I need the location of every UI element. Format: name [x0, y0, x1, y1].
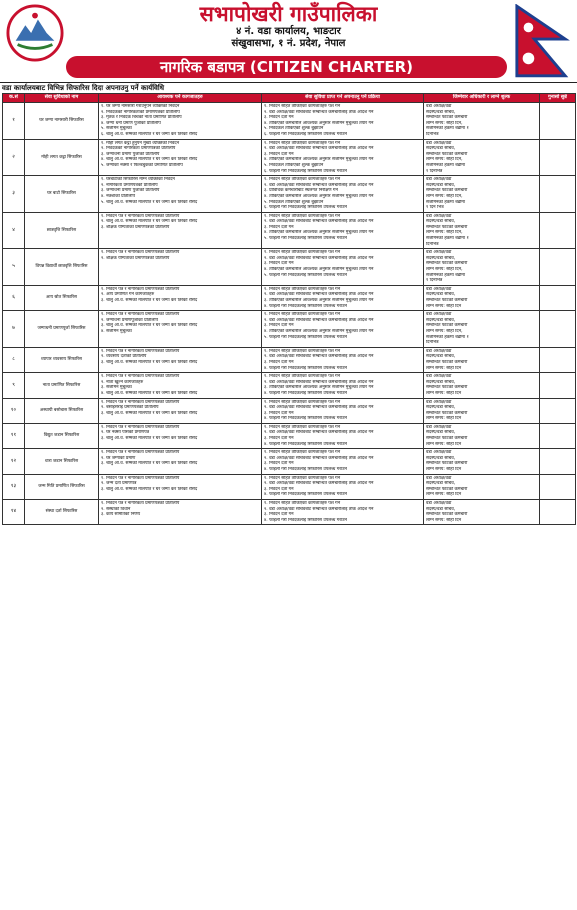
grievance-cell [540, 249, 576, 286]
cell-line: ५. निवेदकले तोकिएको शुल्क बुझाउने [264, 199, 324, 205]
row-serial-number: १३ [3, 474, 25, 499]
cell-line: सदस्य/वडा सचिव, [426, 292, 456, 298]
cell-line: १. निवेदन सहित तोकिएको कागजातहरु पेश गर्ने [264, 104, 341, 109]
cell-line: १. निवेदन पत्र र नागरिकता प्रमाणपत्रको प्रतिलिपि [101, 348, 180, 354]
cell-line: ३. मृतक र निवेदक बिचको नाता प्रमाणित प्रतिलिपि [101, 115, 182, 121]
cell-line: सदस्य/वडा सचिव, [426, 405, 456, 411]
cell-line: २. वडा अध्यक्ष/वडा सचिवबाट सम्बन्धित कर्मचारीलाई तोक आदेश गर्ने [264, 455, 374, 461]
cell-line: १. घर जग्गा नामसारी गराउनुपर्ने व्यक्तिको निवेदन [101, 104, 180, 109]
responsible-officer [424, 285, 540, 310]
cell-line: १. निवेदन सहित तोकिएको कागजातहरु पेश गर्ने [264, 501, 341, 506]
required-documents [99, 212, 262, 249]
cell-line: ४. फाइली गरी निवेदकलाई सिफारिस उपलब्ध गराउने [264, 416, 347, 422]
grievance-cell [540, 398, 576, 423]
cell-line: १. निवेदन पत्र र नागरिकता प्रमाणपत्रको प्रतिलिपि [101, 213, 180, 219]
cell-line: ४. चालु आ.व. सम्मको मालपोत र घर जग्गा कर तिरेको रसिद [101, 157, 198, 163]
grievance-cell [540, 474, 576, 499]
cell-line: ४. तोकिएको कर्मचारीले आवश्यक अनुसार सर्जमिन मुचुल्का तयार गर्ने [264, 193, 374, 199]
cell-line: ३. चालु आ.व. सम्मको मालपोत र घर जग्गा कर तिरेको रसिद [101, 461, 198, 467]
cell-line: वडा अध्यक्ष/वडा [426, 424, 452, 430]
cell-line: १. निवेदन पत्र र नागरिकता प्रमाणपत्रको प्रतिलिपि [101, 250, 180, 256]
page-header [0, 0, 577, 80]
cell-line: ५. चालु आ.व. सम्मको मालपोत र घर जग्गा कर तिरेको रसिद [101, 199, 198, 205]
nepal-emblem-icon [6, 4, 64, 62]
required-documents [99, 449, 262, 474]
cell-line: २. जन्म दर्ता प्रमाणपत्र [101, 481, 137, 487]
required-documents [99, 311, 262, 348]
service-name: विद्युत जडान सिफारिस [25, 423, 99, 448]
cell-line: २. वडा अध्यक्ष/वडा सचिवबाट सम्बन्धित कर्मचारीलाई तोक आदेश गर्ने [264, 292, 374, 298]
cell-line: ६. फाइली गरी निवेदकलाई सिफारिस उपलब्ध गराउने [264, 131, 347, 137]
cell-line: ३. निवेदन दर्ता गर्ने [264, 151, 294, 157]
service-name: संस्था दर्ता सिफारिस [25, 500, 99, 525]
row-serial-number: ७ [3, 311, 25, 348]
cell-line: ३. निवेदन दर्ता गर्ने [264, 261, 294, 267]
cell-line: ३. चालु आ.व. सम्मको मालपोत र घर जग्गा कर तिरेको रसिद [101, 298, 198, 303]
cell-line: ६. फाइली गरी निवेदकलाई सिफारिस उपलब्ध गराउने [264, 205, 347, 211]
cell-line: वडा अध्यक्ष/वडा [426, 475, 452, 481]
cell-line: सदस्य/वडा सचिव, [426, 354, 456, 360]
cell-line: सम्बन्धित फाँटको कर्मचारी [426, 151, 468, 157]
service-process [262, 139, 424, 176]
service-process [262, 249, 424, 286]
grievance-cell [540, 285, 576, 310]
service-process [262, 311, 424, 348]
cell-line: २. वडा अध्यक्ष/वडा सचिवबाट सम्बन्धित कर्मचारीलाई तोक आदेश गर्ने [264, 255, 374, 261]
cell-line: ३. प्राविधिक कर्मचारीबाट स्थलगत निरीक्षण गर्ने [264, 188, 338, 194]
responsible-officer [424, 373, 540, 398]
service-name: विपन्न विद्यार्थी छात्रवृत्ति सिफारिस [25, 249, 99, 286]
service-name: अस्थायी बसोबास सिफारिस [25, 398, 99, 423]
service-name: धारा जडान सिफारिस [25, 449, 99, 474]
cell-line: २. वडा अध्यक्ष/वडा सचिवबाट सम्बन्धित कर्मचारीलाई तोक आदेश गर्ने [264, 146, 374, 152]
cell-line: वडा अध्यक्ष/वडा [426, 104, 452, 109]
service-name: व्यापार व्यवसाय सिफारिस [25, 347, 99, 372]
cell-line: ३. निवेदन दर्ता गर्ने [264, 410, 294, 416]
cell-line: ५. फाइली गरी निवेदकलाई सिफारिस उपलब्ध गराउने [264, 272, 347, 278]
cell-line: १ दिनभित्र [426, 168, 443, 174]
cell-line: लाग्ने समय: सोही दिन [426, 390, 462, 396]
cell-line: सदस्य/वडा सचिव, [426, 430, 456, 436]
cell-line: २. घर जग्गाको प्रमाण [101, 455, 136, 461]
row-serial-number: ११ [3, 423, 25, 448]
cell-line: सम्बन्धित फाँटको कर्मचारी [426, 512, 468, 518]
cell-line: लाग्ने समय: सोही दिन [426, 467, 462, 473]
cell-line: ४. चालु आ.व. सम्मको मालपोत र घर जग्गा कर तिरेको रसिद [101, 390, 198, 396]
cell-line: ३. चालु आ.व. सम्मको मालपोत र घर जग्गा कर तिरेको रसिद [101, 323, 198, 329]
row-serial-number: ४ [3, 212, 25, 249]
service-name: मोही लगत कट्टा सिफारिस [25, 139, 99, 176]
cell-line: १. मोही लगत कट्टा हुनुपर्ने मुख्य व्यक्तिको निवेदन [101, 140, 180, 146]
table-row [3, 176, 576, 213]
responsible-officer [424, 103, 540, 140]
cell-line: १. निवेदन सहित तोकिएको कागजातहरु पेश गर्ने [264, 140, 341, 146]
cell-line: सदस्य/वडा सचिव, [426, 455, 456, 461]
cell-line: वडा अध्यक्ष/वडा [426, 250, 452, 256]
cell-line: लाग्ने समय: सोही दिन [426, 416, 462, 422]
cell-line: ३. तोकिएको कर्मचारीले आवश्यक अनुसार सर्जमिन मुचुल्का तयार गर्ने [264, 298, 374, 303]
table-header-row [3, 94, 576, 103]
required-documents [99, 347, 262, 372]
cell-line: लाग्ने समय: सोही दिन [426, 517, 462, 523]
service-process [262, 423, 424, 448]
row-serial-number: ९ [3, 373, 25, 398]
cell-line: २. घर नक्सा पासको प्रमाणपत्र [101, 430, 150, 436]
charter-table [2, 93, 576, 525]
cell-line: ३. निवेदन दर्ता गर्ने [264, 115, 294, 121]
responsible-officer [424, 423, 540, 448]
grievance-cell [540, 103, 576, 140]
service-name: घर बाटो सिफारिस [25, 176, 99, 213]
cell-line: ३. निवेदन दर्ता गर्ने [264, 359, 294, 365]
service-process [262, 347, 424, 372]
cell-line: वडा अध्यक्ष/वडा [426, 399, 452, 405]
required-documents [99, 500, 262, 525]
table-row [3, 212, 576, 249]
cell-line: ४. फाइली गरी निवेदकलाई सिफारिस उपलब्ध गराउने [264, 390, 347, 396]
cell-line: ६. फाइली गरी निवेदकलाई सिफारिस उपलब्ध गराउने [264, 168, 347, 174]
cell-line: २. वडा अध्यक्ष/वडा सचिवबाट सम्बन्धित कर्मचारीलाई तोक आदेश गर्ने [264, 379, 374, 385]
cell-line: २. वडा अध्यक्ष/वडा सचिवबाट सम्बन्धित कर्मचारीलाई तोक आदेश गर्ने [264, 354, 374, 360]
cell-line: १. निवेदन पत्र र नागरिकता प्रमाणपत्रको प्रतिलिपि [101, 475, 180, 481]
cell-line: ४. तोकिएको कर्मचारीले आवश्यक अनुसार सर्जमिन मुचुल्का तयार गर्ने [264, 267, 374, 273]
service-process [262, 285, 424, 310]
column-header-sn: क.सं [3, 94, 25, 103]
charter-subheading: वडा कार्यालयबाट विभिन्न सिफारिस दिदा अपनाउनु पर्ने कार्यविधि [0, 82, 577, 93]
cell-line: सदस्य/वडा सचिव, [426, 255, 456, 261]
cell-line: सदस्य/वडा सचिव, [426, 146, 456, 152]
table-row [3, 398, 576, 423]
cell-line: ५. सर्जमिन मुचुल्का [101, 126, 132, 132]
cell-line: १. निवेदन सहित तोकिएको कागजातहरु पेश गर्ने [264, 250, 341, 256]
cell-line: २. वडा अध्यक्ष/वडा सचिवबाट सम्बन्धित कर्मचारीलाई तोक आदेश गर्ने [264, 317, 374, 323]
cell-line: सम्बन्धित फाँटको कर्मचारी [426, 385, 468, 391]
cell-line: लाग्ने समय: सोही दिन [426, 441, 462, 447]
cell-line: ४. नक्शाको प्रतिलिपि [101, 193, 135, 199]
cell-line: सम्बन्धित फाँटको कर्मचारी [426, 436, 468, 442]
cell-line: ३. शैक्षिक योग्यताको प्रमाणपत्रको प्रतिलिपि [101, 224, 170, 230]
table-row [3, 139, 576, 176]
service-process [262, 212, 424, 249]
cell-line: वडा अध्यक्ष/वडा [426, 450, 452, 456]
grievance-cell [540, 347, 576, 372]
table-row [3, 449, 576, 474]
table-row [3, 249, 576, 286]
cell-line: २. नागरिकता प्रमाणपत्रको प्रतिलिपि [101, 182, 158, 188]
cell-line: सदस्य/वडा सचिव, [426, 506, 456, 512]
cell-line: ३. तोकिएको कर्मचारीले आवश्यक अनुसार सर्जमिन मुचुल्का तयार गर्ने [264, 385, 374, 391]
cell-line: ४. फाइली गरी निवेदकलाई सिफारिस उपलब्ध गराउने [264, 303, 347, 309]
row-serial-number: १४ [3, 500, 25, 525]
cell-line: ४. फाइली गरी निवेदकलाई सिफारिस उपलब्ध गराउने [264, 467, 347, 473]
cell-line: दिनभित्र [426, 340, 439, 346]
responsible-officer [424, 249, 540, 286]
cell-line: ६. चालु आ.व. सम्मको मालपोत र घर जग्गा कर तिरेको रसिद [101, 131, 198, 137]
cell-line: १ दिनभित्र [426, 278, 443, 284]
service-name: घर जग्गा नामसारी सिफारिस [25, 103, 99, 140]
cell-line: ४. फाइली गरी निवेदकलाई सिफारिस उपलब्ध गराउने [264, 517, 347, 523]
cell-line: ४. फाइली गरी निवेदकलाई सिफारिस उपलब्ध गराउने [264, 365, 347, 371]
cell-line: १. निवेदन पत्र र नागरिकता प्रमाणपत्रको प्रतिलिपि [101, 312, 180, 318]
cell-line: सर्जमिनको हकमा बढीमा [426, 199, 466, 205]
cell-line: ३. चालु आ.व. सम्मको मालपोत र घर जग्गा कर तिरेको रसिद [101, 436, 198, 442]
cell-line: १. निवेदन पत्र र नागरिकता प्रमाणपत्रको प्रतिलिपि [101, 286, 180, 292]
required-documents [99, 139, 262, 176]
required-documents [99, 474, 262, 499]
cell-line: १. निवेदन पत्र र नागरिकता प्रमाणपत्रको प्रतिलिपि [101, 450, 180, 456]
cell-line: लाग्ने समय: सोही दिन [426, 303, 462, 309]
service-process [262, 103, 424, 140]
cell-line: वडा अध्यक्ष/वडा [426, 312, 452, 318]
cell-line: सर्जमिनको हकमा बढीमा [426, 272, 466, 278]
cell-line: ३. चालु आ.व. सम्मको मालपोत र घर जग्गा कर तिरेको रसिद [101, 359, 198, 365]
cell-line: सर्जमिनको हकमा बढीमा [426, 162, 466, 168]
cell-line: सदस्य/वडा सचिव, [426, 109, 456, 115]
municipality-name: सभापोखरी गाउँपालिका [199, 2, 378, 26]
cell-line: २. वडा अध्यक्ष/वडा सचिवबाट सम्बन्धित कर्मचारीलाई तोक आदेश गर्ने [264, 182, 374, 188]
cell-line: २. निवेदकको नागरिकता प्रमाणपत्रको प्रतिलिपि [101, 146, 176, 152]
row-serial-number: ३ [3, 176, 25, 213]
cell-line: २. वडा अध्यक्ष/वडा सचिवबाट सम्बन्धित कर्मचारीलाई तोक आदेश गर्ने [264, 430, 374, 436]
table-row [3, 347, 576, 372]
cell-line: वडा अध्यक्ष/वडा [426, 140, 452, 146]
cell-line: २. वडा अध्यक्ष/वडा सचिवबाट सम्बन्धित कर्मचारीलाई तोक आदेश गर्ने [264, 109, 374, 115]
table-row [3, 103, 576, 140]
cell-line: लाग्ने समय: सोही दिन [426, 492, 462, 498]
cell-line: २. व्यवसाय दर्ताको प्रतिलिपि [101, 354, 147, 360]
cell-line: ३. निवेदन दर्ता गर्ने [264, 512, 294, 518]
service-process [262, 176, 424, 213]
cell-line: १. निवेदन सहित तोकिएको कागजातहरु पेश गर्ने [264, 424, 341, 430]
cell-line: सम्बन्धित फाँटको कर्मचारी [426, 359, 468, 365]
cell-line: ३. निवेदन दर्ता गर्ने [264, 436, 294, 442]
cell-line: ५. फाइली गरी निवेदकलाई सिफारिस उपलब्ध गराउने [264, 334, 347, 340]
grievance-cell [540, 423, 576, 448]
cell-line: ४. तोकिएको कर्मचारीले आवश्यक अनुसार सर्जमिन मुचुल्का तयार गर्ने [264, 328, 374, 334]
cell-line: लाग्ने समय: सोही दिन, [426, 193, 463, 199]
cell-line: दिनभित्र [426, 131, 439, 137]
cell-line: सम्बन्धित फाँटको कर्मचारी [426, 461, 468, 467]
cell-line: दिनभित्र [426, 241, 439, 247]
cell-line: ३. जग्गाधनी प्रमाण पुर्जाको प्रतिलिपि [101, 151, 160, 157]
cell-line: ५. जग्गाको नक्सा र फिल्डबुकको प्रमाणित प्रतिलिपि [101, 162, 183, 168]
service-process [262, 373, 424, 398]
row-serial-number: ८ [3, 347, 25, 372]
cell-line: १. निवेदन सहित तोकिएको कागजातहरु पेश गर्ने [264, 348, 341, 354]
column-header-service: सेवा सुविधाको नाम [25, 94, 99, 103]
cell-line: सम्बन्धित फाँटको कर्मचारी [426, 298, 468, 303]
cell-line: १. निवेदन सहित तोकिएको कागजातहरु पेश गर्ने [264, 450, 341, 456]
cell-line: २. शैक्षिक योग्यताको प्रमाणपत्रको प्रतिलिपि [101, 255, 170, 261]
cell-line: १. निवेदन सहित तोकिएको कागजातहरु पेश गर्ने [264, 177, 341, 183]
responsible-officer [424, 398, 540, 423]
cell-line: १. निवेदन पत्र र नागरिकता प्रमाणपत्रको प्रतिलिपि [101, 399, 180, 405]
grievance-cell [540, 176, 576, 213]
cell-line: सम्बन्धित फाँटको कर्मचारी [426, 323, 468, 329]
cell-line: ३. निवेदन दर्ता गर्ने [264, 224, 294, 230]
cell-line: लाग्ने समय: सोही दिन, [426, 230, 463, 236]
required-documents [99, 285, 262, 310]
cell-line: लाग्ने समय: सोही दिन [426, 365, 462, 371]
cell-line: वडा अध्यक्ष/वडा [426, 177, 452, 183]
grievance-cell [540, 311, 576, 348]
row-serial-number: १२ [3, 449, 25, 474]
cell-line: १. निवेदन सहित तोकिएको कागजातहरु पेश गर्ने [264, 475, 341, 481]
office-name: ४ नं. वडा कार्यालय, भाङटार [236, 26, 341, 37]
cell-line: ४. जग्गा धनी प्रमाण पुर्जाको प्रतिलिपि [101, 120, 161, 126]
column-header-grievance: गुनासो सुन्ने [540, 94, 576, 103]
column-header-officer: जिम्मेवार अधिकारी र लाग्ने शुल्क [424, 94, 540, 103]
office-address: संखुवासभा, १ नं. प्रदेश, नेपाल [231, 38, 346, 49]
service-name: जग्गाधनी प्रमाणपूर्जा सिफारिस [25, 311, 99, 348]
responsible-officer [424, 212, 540, 249]
cell-line: सदस्य/वडा सचिव, [426, 219, 456, 225]
cell-line: वडा अध्यक्ष/वडा [426, 348, 452, 354]
row-serial-number: १० [3, 398, 25, 423]
service-name: छात्रवृत्ति सिफारिस [25, 212, 99, 249]
required-documents [99, 423, 262, 448]
cell-line: वडा अध्यक्ष/वडा [426, 286, 452, 292]
cell-line: २. वडा अध्यक्ष/वडा सचिवबाट सम्बन्धित कर्मचारीलाई तोक आदेश गर्ने [264, 506, 374, 512]
grievance-cell [540, 500, 576, 525]
citizen-charter-banner: नागरिक बडापत्र (CITIZEN CHARTER) [66, 56, 507, 78]
table-row [3, 373, 576, 398]
cell-line: २. चालु आ.व. सम्मको मालपोत र घर जग्गा कर तिरेको रसिद [101, 219, 198, 225]
cell-line: सदस्य/वडा सचिव, [426, 182, 456, 188]
cell-line: सम्बन्धित फाँटको कर्मचारी [426, 115, 468, 121]
service-process [262, 449, 424, 474]
cell-line: १. निवेदन सहित तोकिएको कागजातहरु पेश गर्ने [264, 312, 341, 318]
cell-line: सर्जमिनको हकमा बढीमा १ [426, 236, 469, 242]
service-process [262, 398, 424, 423]
required-documents [99, 249, 262, 286]
cell-line: लाग्ने समय: सोही दिन, [426, 267, 463, 273]
table-row [3, 423, 576, 448]
service-process [262, 474, 424, 499]
cell-line: ३. सर्जमिन मुचुल्का [101, 385, 132, 391]
cell-line: ३. जग्गाधनी प्रमाण पुर्जाको प्रतिलिपि [101, 188, 160, 194]
row-serial-number: ५ [3, 249, 25, 286]
column-header-process: सेवा सुविधा प्राप्त गर्न अपनाउनु पर्ने प्रक्रिया [262, 94, 424, 103]
cell-line: सम्बन्धित फाँटको कर्मचारी [426, 486, 468, 492]
cell-line: सदस्य/वडा सचिव, [426, 317, 456, 323]
cell-line: लाग्ने समय: सोही दिन, [426, 157, 463, 163]
grievance-cell [540, 373, 576, 398]
grievance-cell [540, 212, 576, 249]
cell-line: सम्बन्धित फाँटको कर्मचारी [426, 224, 468, 230]
responsible-officer [424, 449, 540, 474]
cell-line: १. निवेदन पत्र र नागरिकता प्रमाणपत्रको प्रतिलिपि [101, 374, 180, 380]
table-row [3, 285, 576, 310]
cell-line: १. घरबाटोको सिफारिस माग्ने व्यक्तिको निवेदन [101, 177, 175, 183]
cell-line: सदस्य/वडा सचिव, [426, 379, 456, 385]
cell-line: सदस्य/वडा सचिव, [426, 481, 456, 487]
cell-line: १. निवेदन सहित तोकिएको कागजातहरु पेश गर्ने [264, 286, 341, 292]
cell-line: २. बसाईसराइ प्रमाणपत्रको प्रतिलिपि [101, 405, 159, 411]
cell-line: लाग्ने समय: सोही दिन, [426, 120, 463, 126]
cell-line: २. संस्थाको विधान [101, 506, 131, 512]
row-serial-number: ६ [3, 285, 25, 310]
cell-line: ३. चालु आ.व. सम्मको मालपोत र घर जग्गा कर तिरेको रसिद [101, 410, 198, 416]
service-name: आय स्रोत सिफारिस [25, 285, 99, 310]
cell-line: ३. कार्य समितिको निर्णय [101, 512, 141, 518]
cell-line: २. जग्गाधनी प्रमाणपूर्जाको प्रतिलिपि [101, 317, 158, 323]
cell-line: ४. तोकिएको कर्मचारीले आवश्यक अनुसार सर्जमिन मुचुल्का तयार गर्ने [264, 157, 374, 163]
cell-line: वडा अध्यक्ष/वडा [426, 374, 452, 380]
required-documents [99, 398, 262, 423]
responsible-officer [424, 311, 540, 348]
cell-line: २. नाता खुल्ने कागजातहरु [101, 379, 144, 385]
cell-line: ३. चालु आ.व. सम्मको मालपोत र घर जग्गा कर तिरेको रसिद [101, 486, 198, 492]
cell-line: २. वडा अध्यक्ष/वडा सचिवबाट सम्बन्धित कर्मचारीलाई तोक आदेश गर्ने [264, 405, 374, 411]
cell-line: ४. तोकिएको कर्मचारीले आवश्यक अनुसार सर्जमिन मुचुल्का तयार गर्ने [264, 230, 374, 236]
cell-line: वडा अध्यक्ष/वडा [426, 501, 452, 506]
row-serial-number: २ [3, 139, 25, 176]
table-row [3, 500, 576, 525]
cell-line: ३. निवेदन दर्ता गर्ने [264, 486, 294, 492]
cell-line: सर्जमिनको हकमा बढीमा १ [426, 334, 469, 340]
cell-line: २. निवेदकको नागरिकताको प्रमाणपत्रको प्रतिलिपि [101, 109, 180, 115]
service-name: नाता प्रमाणित सिफारिस [25, 373, 99, 398]
cell-line: वडा अध्यक्ष/वडा [426, 213, 452, 219]
cell-line: सम्बन्धित फाँटको कर्मचारी [426, 261, 468, 267]
grievance-cell [540, 139, 576, 176]
cell-line: ३. निवेदन दर्ता गर्ने [264, 461, 294, 467]
header-titles [70, 2, 507, 50]
required-documents [99, 103, 262, 140]
table-row [3, 474, 576, 499]
cell-line: २. वडा अध्यक्ष/वडा सचिवबाट सम्बन्धित कर्मचारीलाई तोक आदेश गर्ने [264, 481, 374, 487]
column-header-documents: आवश्यक पर्ने कागजातहरु [99, 94, 262, 103]
cell-line: २. आय प्रमाणित गर्ने कागजातहरु [101, 292, 155, 298]
nepal-flag-icon [513, 4, 571, 78]
table-body [3, 103, 576, 525]
cell-line: १. निवेदन सहित तोकिएको कागजातहरु पेश गर्ने [264, 399, 341, 405]
cell-line: सर्जमिनको हकमा बढीमा १ [426, 126, 469, 132]
required-documents [99, 373, 262, 398]
responsible-officer [424, 139, 540, 176]
cell-line: ३. निवेदन दर्ता गर्ने [264, 323, 294, 329]
service-process [262, 500, 424, 525]
cell-line: १. निवेदन सहित तोकिएको कागजातहरु पेश गर्ने [264, 213, 341, 219]
service-name: जन्म मिति प्रमाणित सिफारिस [25, 474, 99, 499]
responsible-officer [424, 347, 540, 372]
cell-line: सम्बन्धित फाँटको कर्मचारी [426, 188, 468, 194]
cell-line: ४. तोकिएको कर्मचारीले आवश्यक अनुसार सर्जमिन मुचुल्का तयार गर्ने [264, 120, 374, 126]
cell-line: २. वडा अध्यक्ष/वडा सचिवबाट सम्बन्धित कर्मचारीलाई तोक आदेश गर्ने [264, 219, 374, 225]
cell-line: ४. फाइली गरी निवेदकलाई सिफारिस उपलब्ध गराउने [264, 492, 347, 498]
cell-line: ५. फाइली गरी निवेदकलाई सिफारिस उपलब्ध गराउने [264, 236, 347, 242]
cell-line: लाग्ने समय: सोही दिन, [426, 328, 463, 334]
cell-line: १. निवेदन सहित तोकिएको कागजातहरु पेश गर्ने [264, 374, 341, 380]
grievance-cell [540, 449, 576, 474]
required-documents [99, 176, 262, 213]
responsible-officer [424, 176, 540, 213]
responsible-officer [424, 474, 540, 499]
cell-line: ४. सर्जमिन मुचुल्का [101, 328, 132, 334]
responsible-officer [424, 500, 540, 525]
table-row [3, 311, 576, 348]
row-serial-number: १ [3, 103, 25, 140]
cell-line: ५. निवेदकले तोकिएको शुल्क बुझाउने [264, 126, 324, 132]
cell-line: १. निवेदन पत्र र नागरिकता प्रमाणपत्रको प्रतिलिपि [101, 501, 180, 506]
cell-line: ४. फाइली गरी निवेदकलाई सिफारिस उपलब्ध गराउने [264, 441, 347, 447]
cell-line: १ दिन भित्र [426, 205, 444, 211]
cell-line: सम्बन्धित फाँटको कर्मचारी [426, 410, 468, 416]
cell-line: ५. निवेदकले तोकिएको शुल्क बुझाउने [264, 162, 324, 168]
cell-line: १. निवेदन पत्र र नागरिकता प्रमाणपत्रको प्रतिलिपि [101, 424, 180, 430]
